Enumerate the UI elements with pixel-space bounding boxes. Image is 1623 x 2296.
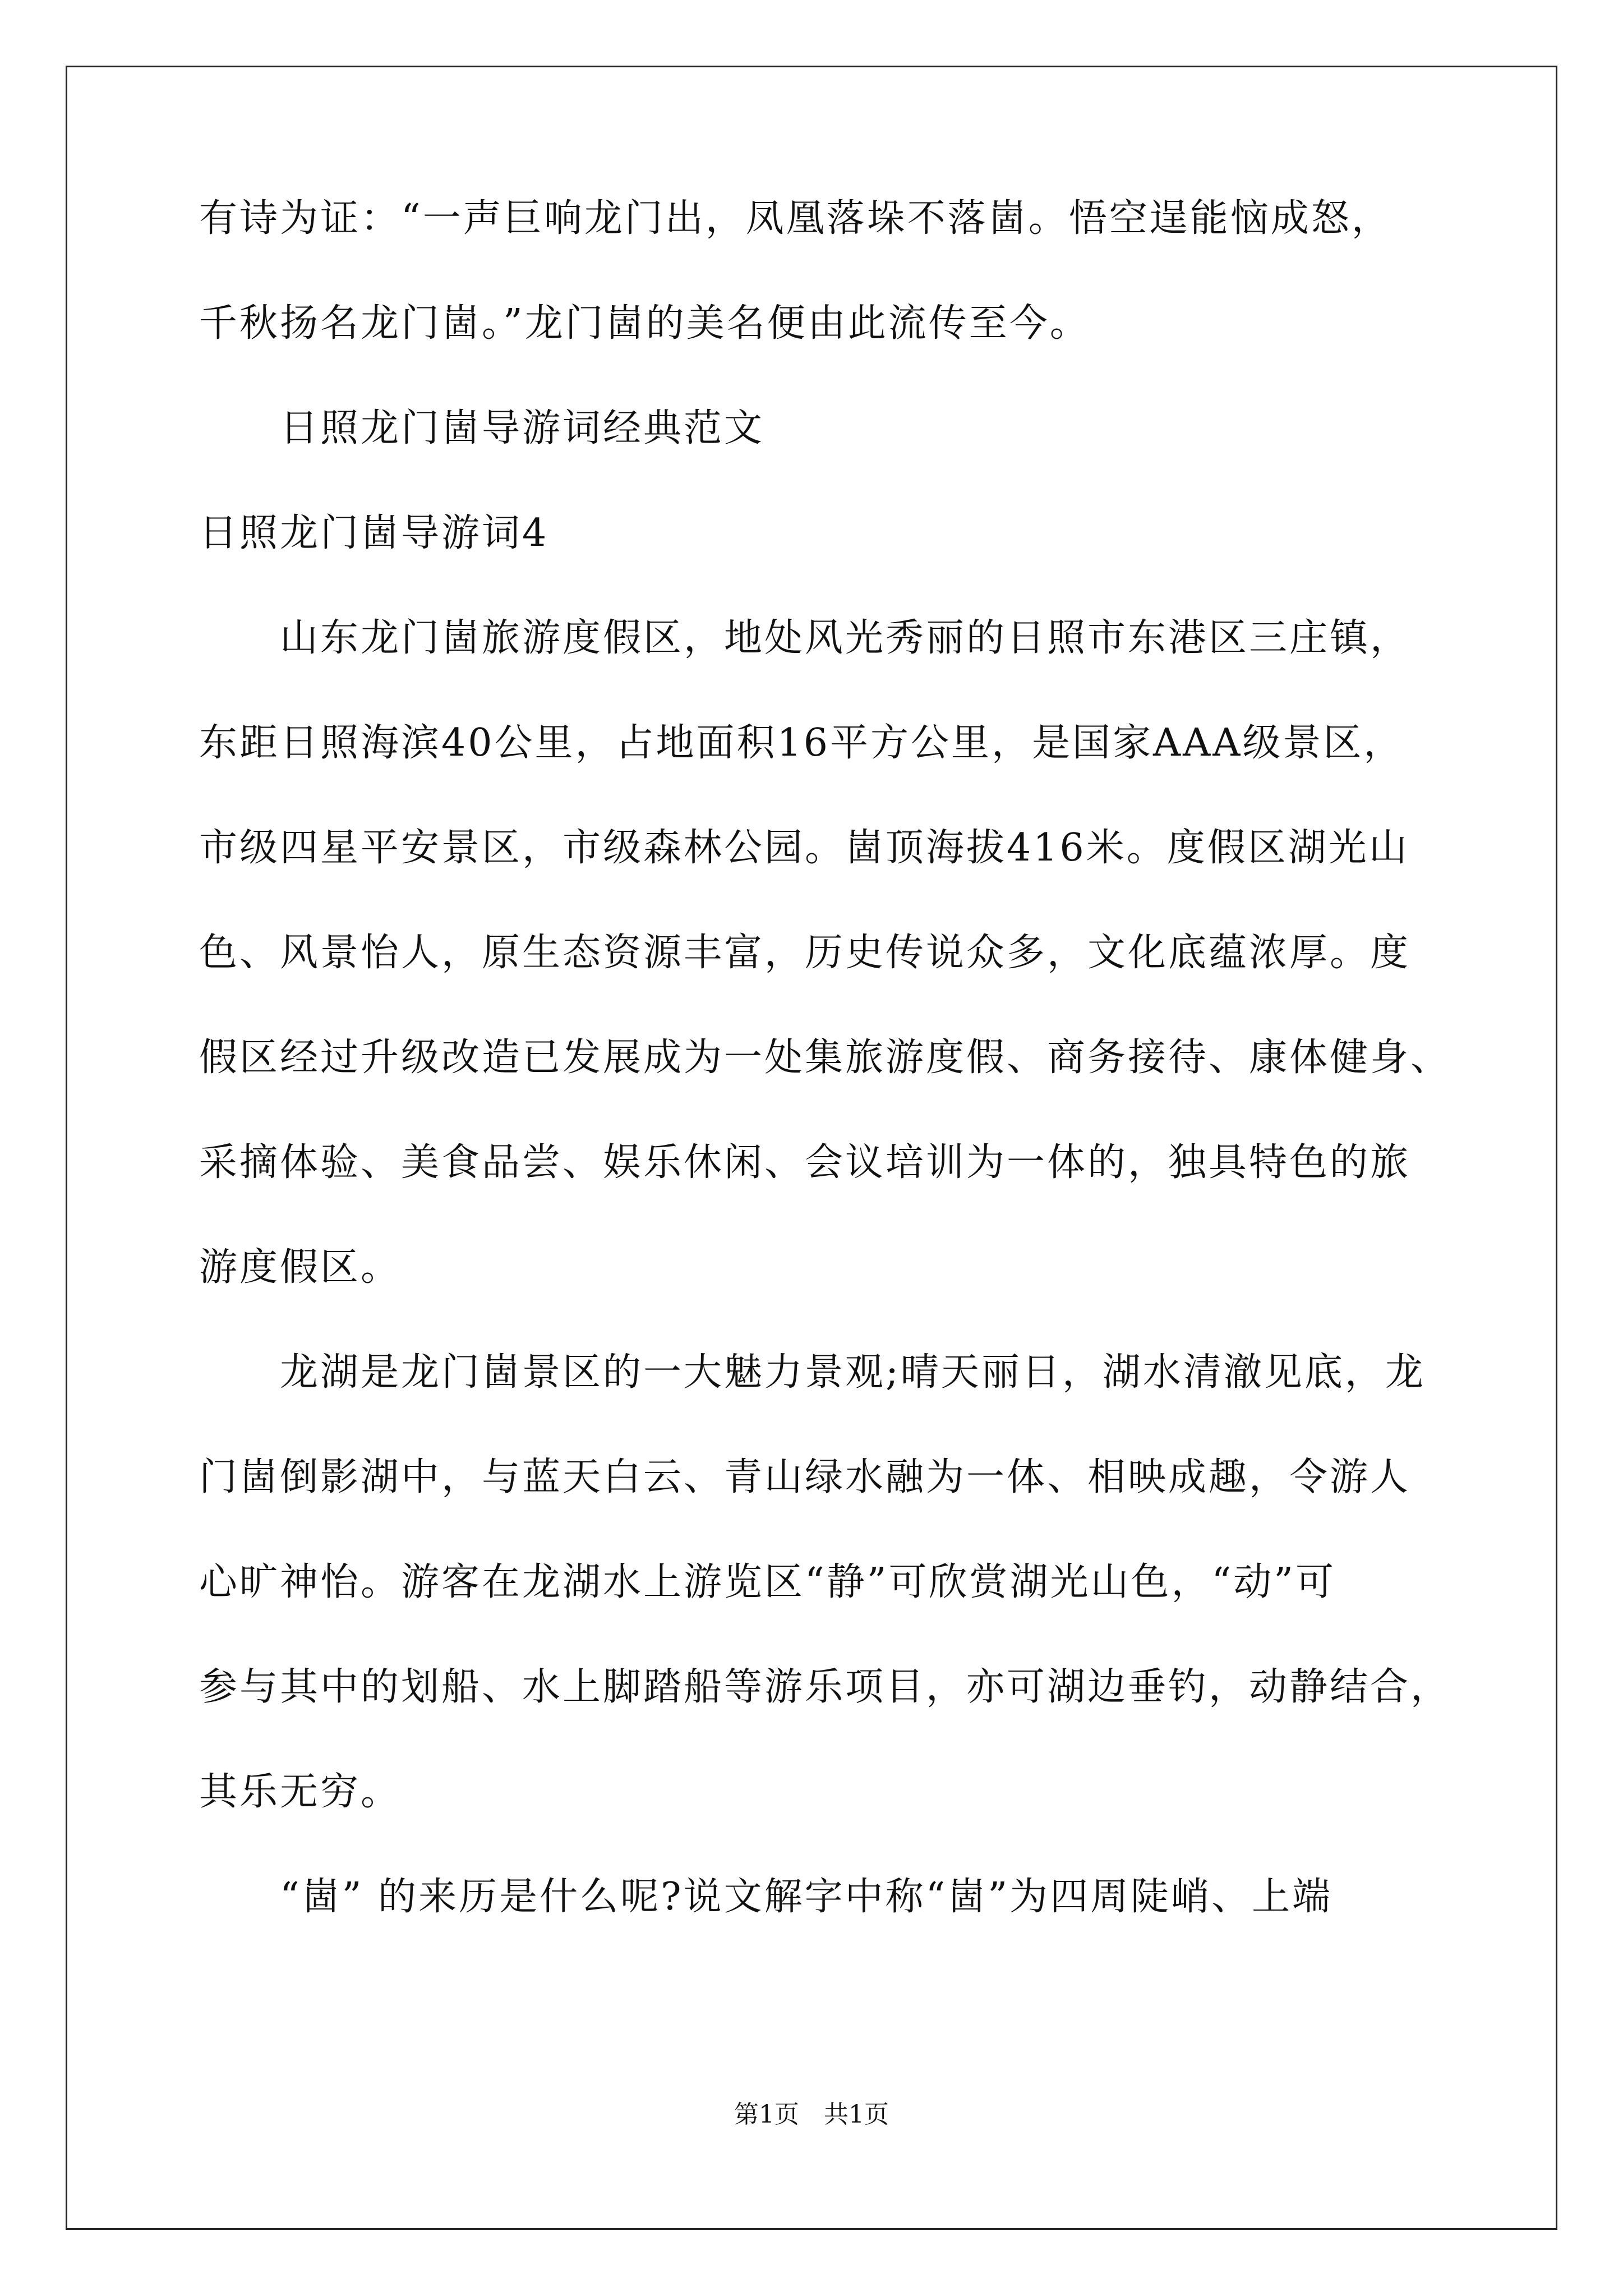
text-line: 山东龙门崮旅游度假区，地处风光秀丽的日照市东港区三庄镇， [199, 616, 1411, 660]
text-line: “崮” 的来历是什么呢?说文解字中称“崮”为四周陡峭、上端 [199, 1875, 1333, 1919]
text-line: 游度假区。 [199, 1245, 402, 1290]
text-line: 心旷神怡。游客在龙湖水上游览区“静”可欣赏湖光山色，“动”可 [199, 1560, 1336, 1604]
text-line: 千秋扬名龙门崮。”龙门崮的美名便由此流传至今。 [199, 301, 1090, 346]
text-line: 参与其中的划船、水上脚踏船等游乐项目，亦可湖边垂钓，动静结合， [199, 1665, 1451, 1709]
text-line: 日照龙门崮导游词经典范文 [199, 406, 765, 450]
text-line: 假区经过升级改造已发展成为一处集旅游度假、商务接待、康体健身、 [199, 1036, 1451, 1080]
text-line: 色、风景怡人，原生态资源丰富，历史传说众多，文化底蕴浓厚。度 [199, 931, 1411, 975]
text-line: 日照龙门崮导游词4 [199, 511, 549, 555]
text-line: 东距日照海滨40公里，占地面积16平方公里，是国家AAA级景区， [199, 721, 1404, 765]
text-line: 有诗为证：“一声巨响龙门出，凤凰落垛不落崮。悟空逞能恼成怒， [199, 196, 1392, 241]
text-line: 采摘体验、美食品尝、娱乐休闲、会议培训为一体的，独具特色的旅 [199, 1140, 1411, 1185]
text-line: 龙湖是龙门崮景区的一大魅力景观;晴天丽日，湖水清澈见底，龙 [199, 1350, 1426, 1395]
text-line: 其乐无穷。 [199, 1770, 402, 1814]
page-number-footer: 第1页 共1页 [734, 2100, 889, 2129]
text-line: 门崮倒影湖中，与蓝天白云、青山绿水融为一体、相映成趣，令游人 [199, 1455, 1411, 1499]
text-line: 市级四星平安景区，市级森林公园。崮顶海拔416米。度假区湖光山 [199, 826, 1409, 870]
